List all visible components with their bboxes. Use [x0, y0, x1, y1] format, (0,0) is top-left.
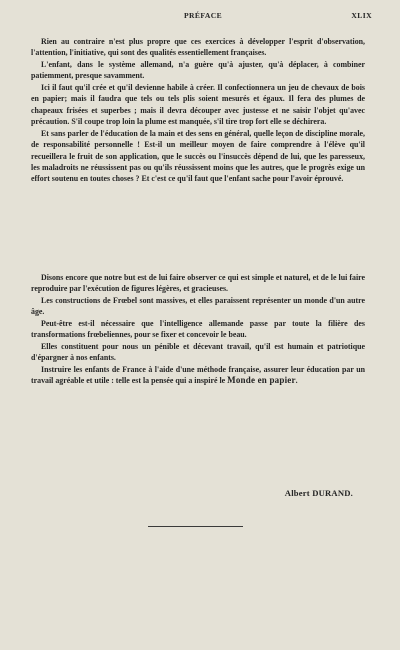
page-header: [0, 11, 400, 23]
book-title: Monde en papier: [227, 375, 296, 386]
paragraph: Ici il faut qu'il crée et qu'il devienne habile à créer. Il confectionnera un jeu de chevaux de bois en papier; mais il faudra que tels ou tels plis soient mesurés et égaux. Il fera des plumes de chapeaux frisées et superbes ; mais il devra découper avec justesse et ne saisir l'objet qu'avec précaution. S'il coupe trop loin la plume est manquée, s'il tire trop fort elle se déchirera.: [31, 82, 365, 127]
paragraph: Elles constituent pour nous un pénible et décevant travail, qu'il est humain et patriotique d'épargner à nos enfants.: [31, 341, 365, 363]
closing-period: .: [295, 376, 298, 386]
paragraph-closing: [31, 364, 365, 387]
paragraph: Disons encore que notre but est de lui faire observer ce qui est simple et naturel, et de le lui faire reproduire par l'exécution de figures légères, et gracieuses.: [31, 273, 365, 294]
text-block-second: [31, 272, 365, 387]
paragraph: Et sans parler de l'éducation de la main et des sens en général, quelle leçon de discipline morale, de responsabilité personnelle ! Est-il un meilleur moyen de faire comprendre à l'élève qu'il recueillera le fruit de son application, que le succès ou l'insuccès dépend de lui, que les paresseux, les maladroits ne réussissent pas ou qu'ils réussissent moins que les autres, que le progrès exige un effort soutenu en toutes choses ? Et c'est ce qu'il faut que l'enfant sache pour l'avoir éprouvé.: [31, 128, 365, 184]
end-rule: [148, 526, 243, 527]
text-block-first: [31, 36, 365, 185]
closing-text: Instruire les enfants de France à l'aide d'une méthode française, assurer leur éducation par un travail agréable et utile : telle est la pensée qui a inspiré le: [31, 364, 365, 386]
paragraph: Rien au contraire n'est plus propre que ces exercices à développer l'esprit d'observation, l'attention, l'initiative, qui sont des qualités essentiellement françaises.: [31, 37, 365, 58]
page-number: XLIX: [351, 11, 372, 20]
paragraph: L'enfant, dans le système allemand, n'a guère qu'à ajuster, qu'à déplacer, à combiner patiemment, presque savamment.: [31, 59, 365, 81]
paragraph: Les constructions de Frœbel sont massives, et elles paraissent représenter un monde d'un autre âge.: [31, 295, 365, 317]
running-head: PRÉFACE: [184, 11, 223, 20]
author-signature: Albert DURAND.: [284, 488, 353, 498]
paragraph: Peut-être est-il nécessaire que l'intelligence allemande passe par toute la filière des transformations frœbeliennes, pour se fixer et concevoir le beau.: [31, 318, 365, 340]
